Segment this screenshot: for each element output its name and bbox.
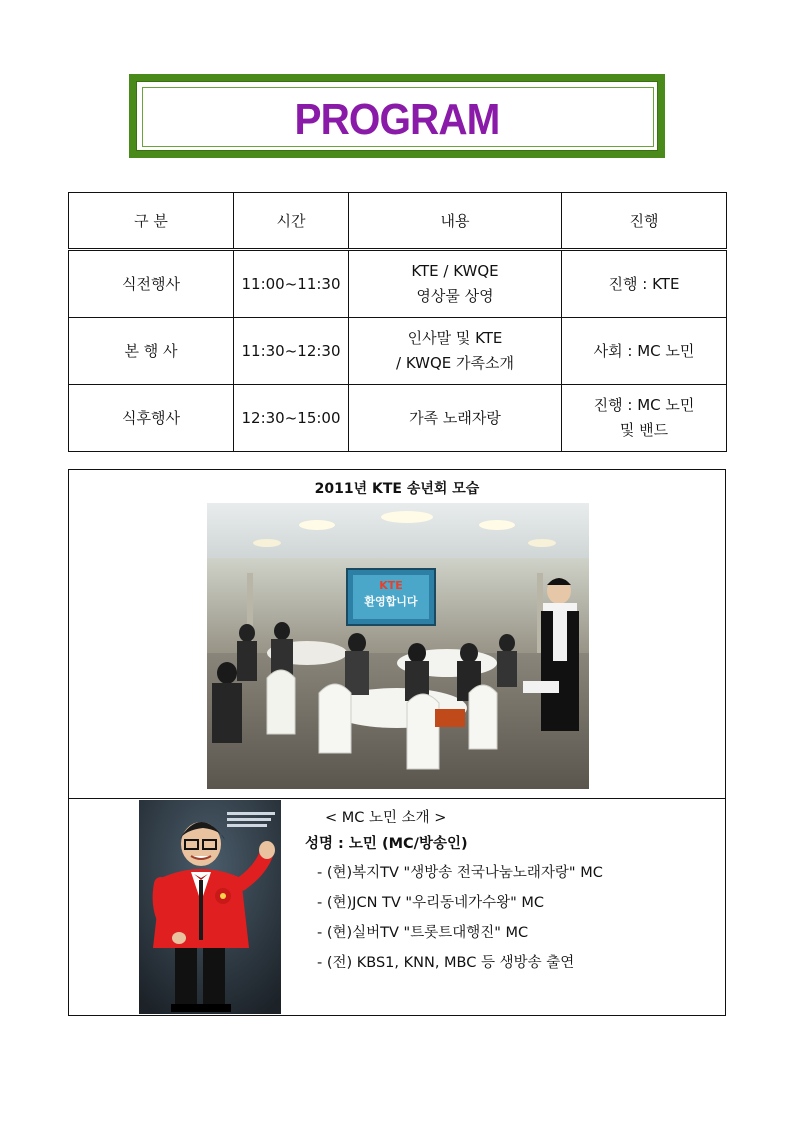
cell-content-line1: 인사말 및 KTE <box>407 329 503 347</box>
table-row <box>69 385 727 452</box>
header-host: 진행 <box>562 193 727 250</box>
header-content: 내용 <box>349 193 562 250</box>
photo-caption: 2011년 KTE 송년회 모습 <box>314 481 480 497</box>
cell-host-line2: 및 밴드 <box>619 421 669 439</box>
cell-host <box>562 250 727 318</box>
mc-introduction <box>305 806 715 978</box>
cell-host <box>562 385 727 452</box>
cell-content-line1: KTE / KWQE <box>411 262 499 280</box>
cell-category: 본 행 사 <box>69 318 234 385</box>
screen-text-kte: KTE <box>379 579 403 592</box>
table-header-row <box>69 193 727 250</box>
title-box <box>129 74 665 158</box>
cell-host-line1: 진행 : KTE <box>608 275 680 293</box>
header-time: 시간 <box>234 193 349 250</box>
mc-heading: < MC 노민 소개 > <box>325 810 447 826</box>
mc-career-item: - (전) KBS1, KNN, MBC 등 생방송 출연 <box>317 955 575 971</box>
cell-content <box>349 385 562 452</box>
cell-content-line1: 가족 노래자랑 <box>409 408 501 427</box>
table-row <box>69 318 727 385</box>
table-row <box>69 250 727 318</box>
cell-host-line1: 사회 : MC 노민 <box>593 342 695 360</box>
mc-portrait-photo <box>139 800 281 1014</box>
cell-content <box>349 318 562 385</box>
page-title: PROGRAM <box>294 95 500 144</box>
banquet-hall-illustration <box>207 503 589 789</box>
mc-name-line: 성명 : 노민 (MC/방송인) <box>305 836 468 852</box>
cell-content <box>349 250 562 318</box>
program-table <box>68 192 727 452</box>
cell-host <box>562 318 727 385</box>
screen-text-welcome: 환영합니다 <box>364 595 418 608</box>
header-category: 구 분 <box>69 193 234 250</box>
mc-career-item: - (현)실버TV "트롯트대행진" MC <box>317 925 529 941</box>
cell-content-line2: 영상물 상영 <box>416 287 494 305</box>
cell-category: 식전행사 <box>69 250 234 318</box>
cell-time: 11:30~12:30 <box>234 318 349 385</box>
mc-career-item: - (현)JCN TV "우리동네가수왕" MC <box>317 895 545 911</box>
mc-career-item: - (현)복지TV "생방송 전국나눔노래자랑" MC <box>317 865 603 881</box>
photo-section <box>68 469 726 1016</box>
mc-portrait-illustration <box>139 800 281 1014</box>
cell-category: 식후행사 <box>69 385 234 452</box>
section-divider <box>69 798 725 799</box>
cell-time: 12:30~15:00 <box>234 385 349 452</box>
cell-content-line2: / KWQE 가족소개 <box>396 354 514 372</box>
cell-time: 11:00~11:30 <box>234 250 349 318</box>
cell-host-line1: 진행 : MC 노민 <box>593 396 695 414</box>
event-photo <box>207 503 589 789</box>
